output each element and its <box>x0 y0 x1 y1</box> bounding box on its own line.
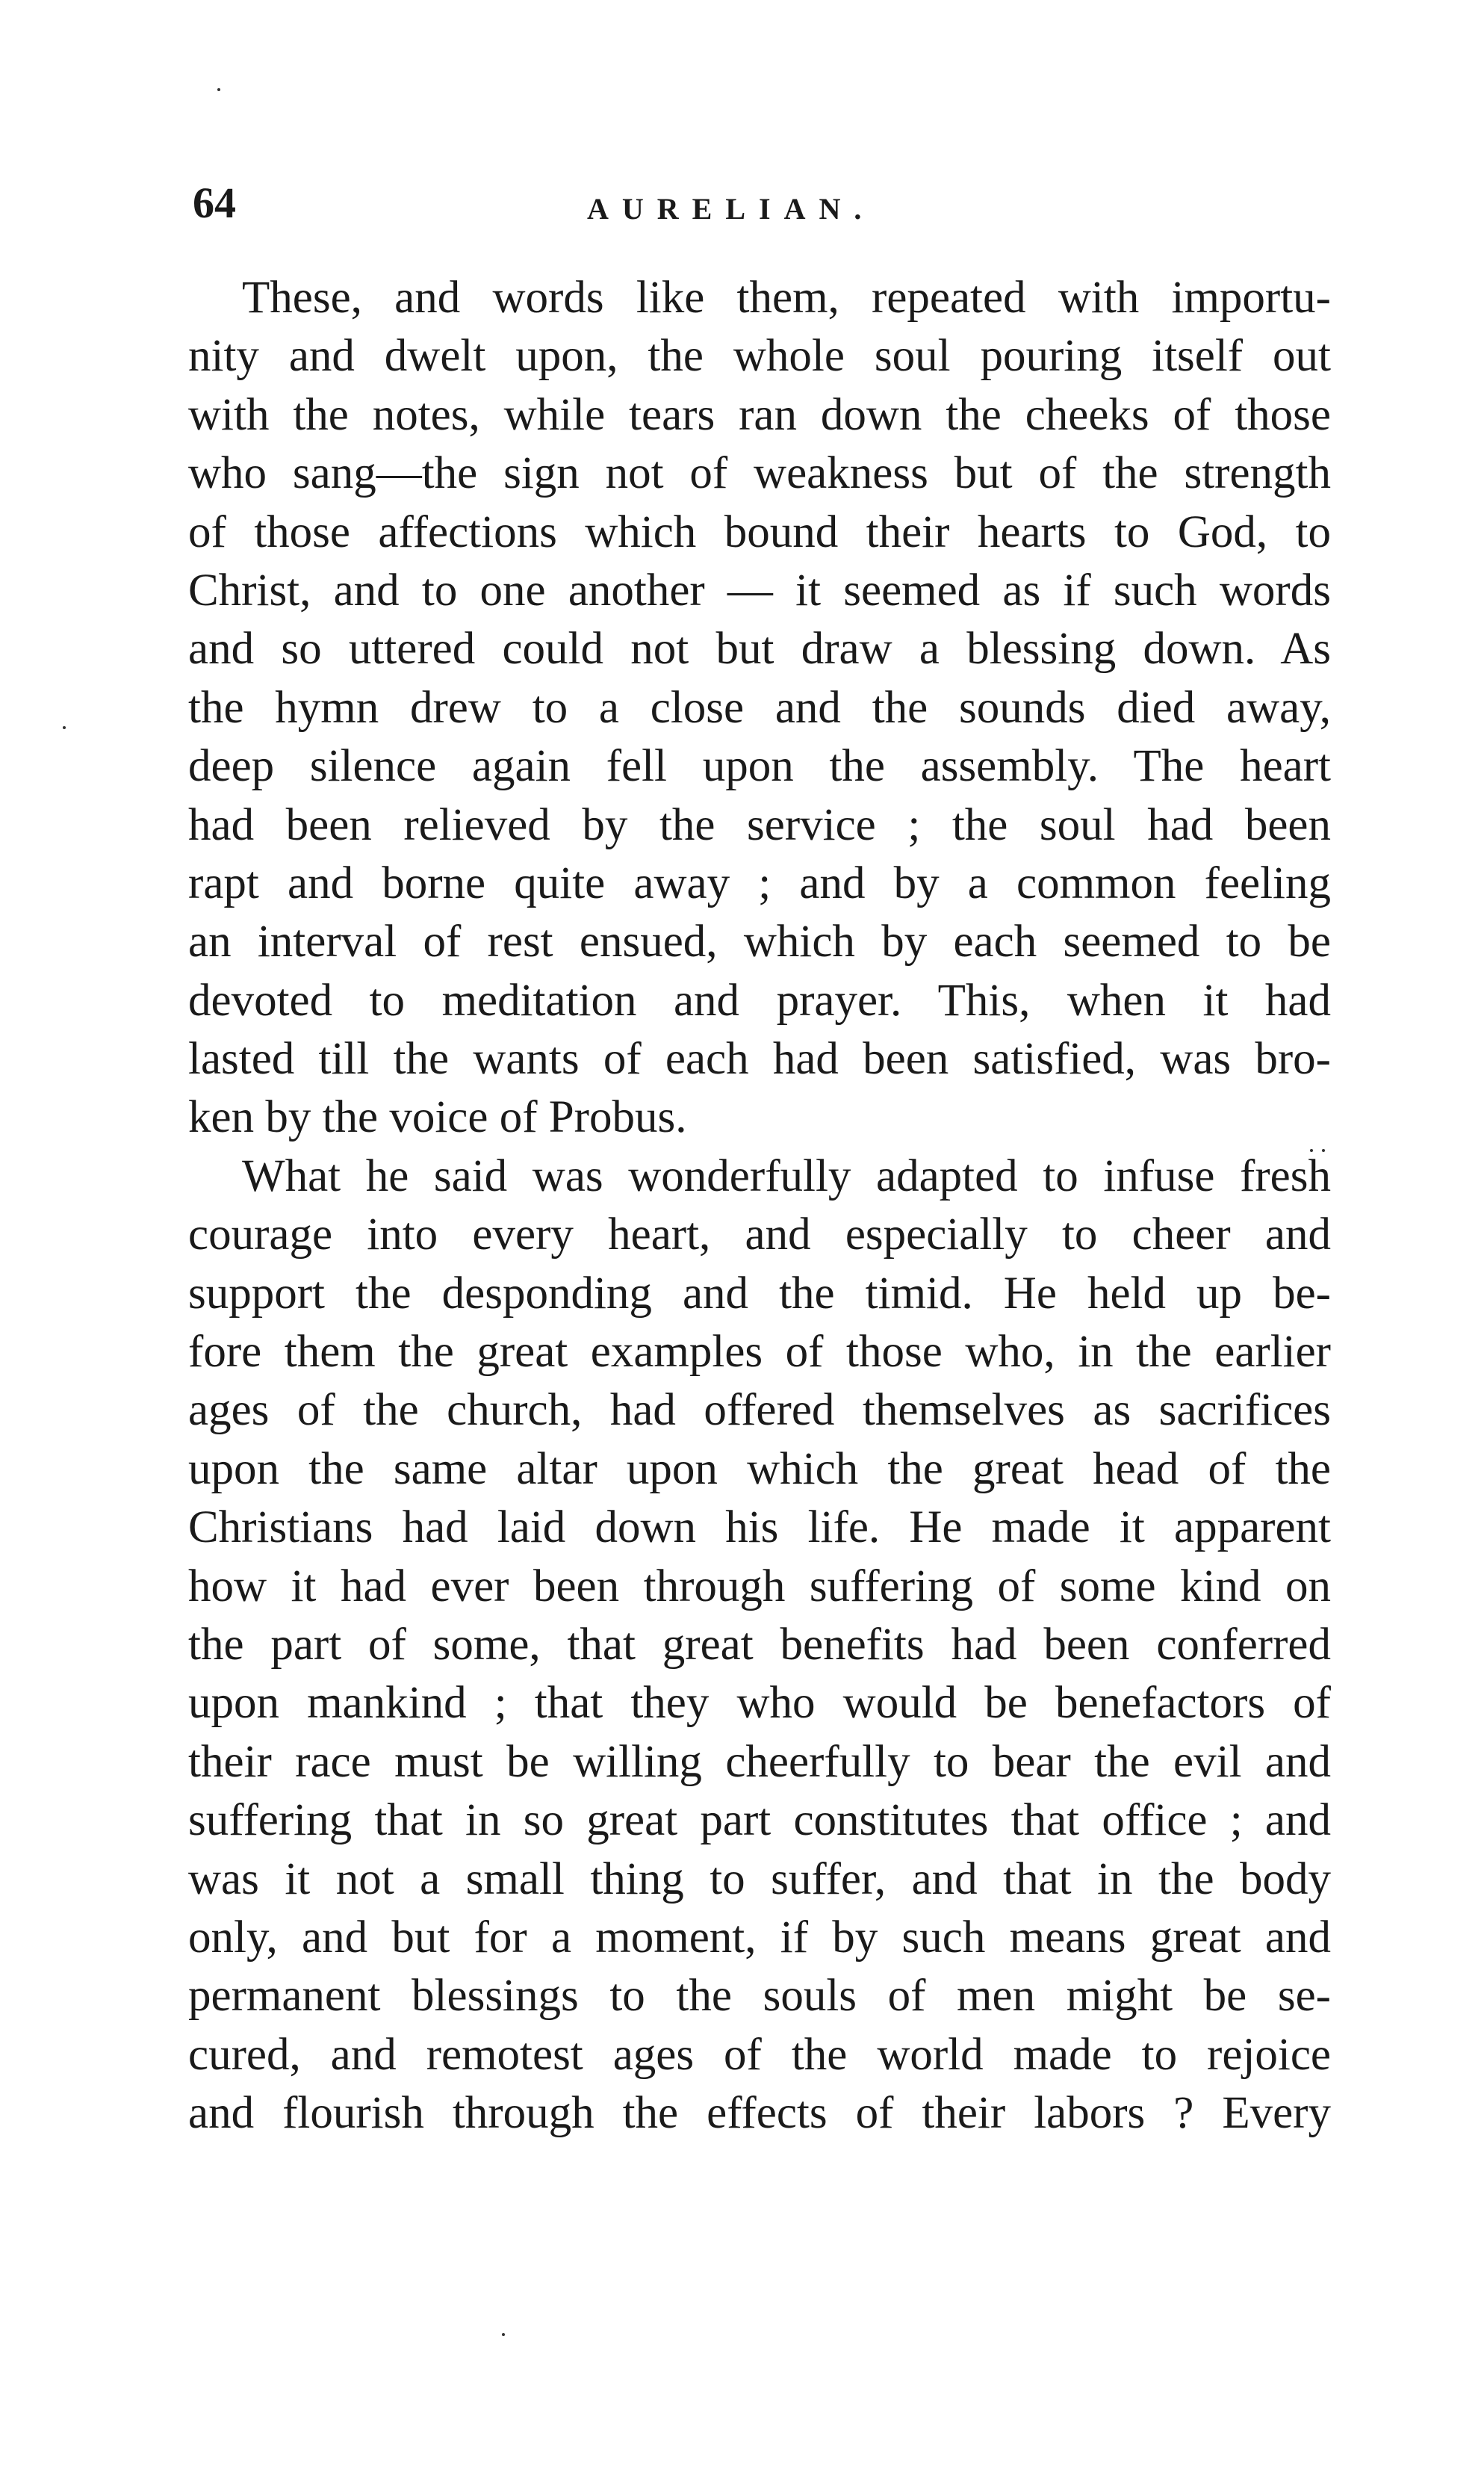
text-line: ken by the voice of Probus. <box>188 1092 687 1143</box>
text-line: who sang—the sign not of weakness but of the strength <box>188 448 1331 499</box>
text-line: and flourish through the effects of their labors ? Every <box>188 2088 1331 2139</box>
text-line: lasted till the wants of each had been satisfied, was bro- <box>188 1034 1331 1085</box>
text-line: the hymn drew to a close and the sounds died away, <box>188 682 1331 733</box>
text-line: only, and but for a moment, if by such means great and <box>188 1912 1331 1963</box>
print-speck <box>63 726 66 729</box>
text-line: upon mankind ; that they who would be benefactors of <box>188 1678 1331 1729</box>
text-line: suffering that in so great part constitutes that office ; and <box>188 1795 1331 1846</box>
text-line: the part of some, that great benefits had been conferred <box>188 1619 1331 1670</box>
text-line: had been relieved by the service ; the soul had been <box>188 799 1331 850</box>
print-speck <box>502 2333 505 2336</box>
text-line: support the desponding and the timid. He held up be- <box>188 1268 1331 1319</box>
page-header <box>193 178 1328 245</box>
body-text <box>188 269 1331 2143</box>
text-line: cured, and remotest ages of the world made to rejoice <box>188 2029 1331 2080</box>
text-line: upon the same altar upon which the great head of the <box>188 1443 1331 1494</box>
print-speck <box>217 88 220 91</box>
text-line: courage into every heart, and especially to cheer and <box>188 1209 1331 1260</box>
paragraph <box>188 1147 1331 2143</box>
text-line: Christians had laid down his life. He made it apparent <box>188 1502 1331 1553</box>
text-line: of those affections which bound their hearts to God, to <box>188 507 1331 557</box>
text-line: nity and dwelt upon, the whole soul pouring itself out <box>188 331 1331 382</box>
text-line: an interval of rest ensued, which by each seemed to be <box>188 917 1331 967</box>
text-line: was it not a small thing to suffer, and that in the body <box>188 1853 1331 1904</box>
text-line: fore them the great examples of those who, in the earlier <box>188 1327 1331 1378</box>
text-line: deep silence again fell upon the assembly. The heart <box>188 741 1331 792</box>
text-line: permanent blessings to the souls of men might be se- <box>188 1971 1331 2022</box>
text-line: their race must be willing cheerfully to bear the evil and <box>188 1736 1331 1787</box>
running-head: AURELIAN. <box>587 192 875 226</box>
text-line: These, and words like them, repeated with importu- <box>242 273 1331 323</box>
text-line: devoted to meditation and prayer. This, when it had <box>188 975 1331 1026</box>
text-line: and so uttered could not but draw a blessing down. As <box>188 624 1331 675</box>
page-number: 64 <box>193 179 236 227</box>
text-line: with the notes, while tears ran down the cheeks of those <box>188 389 1331 440</box>
text-line: how it had ever been through suffering of some kind on <box>188 1561 1331 1611</box>
text-line: What he said was wonderfully adapted to infuse fresh <box>242 1150 1331 1201</box>
text-line: ages of the church, had offered themselves as sacrifices <box>188 1385 1331 1436</box>
paragraph <box>188 269 1331 1147</box>
text-line: Christ, and to one another — it seemed as if such words <box>188 565 1331 616</box>
text-line: rapt and borne quite away ; and by a common feeling <box>188 858 1331 908</box>
